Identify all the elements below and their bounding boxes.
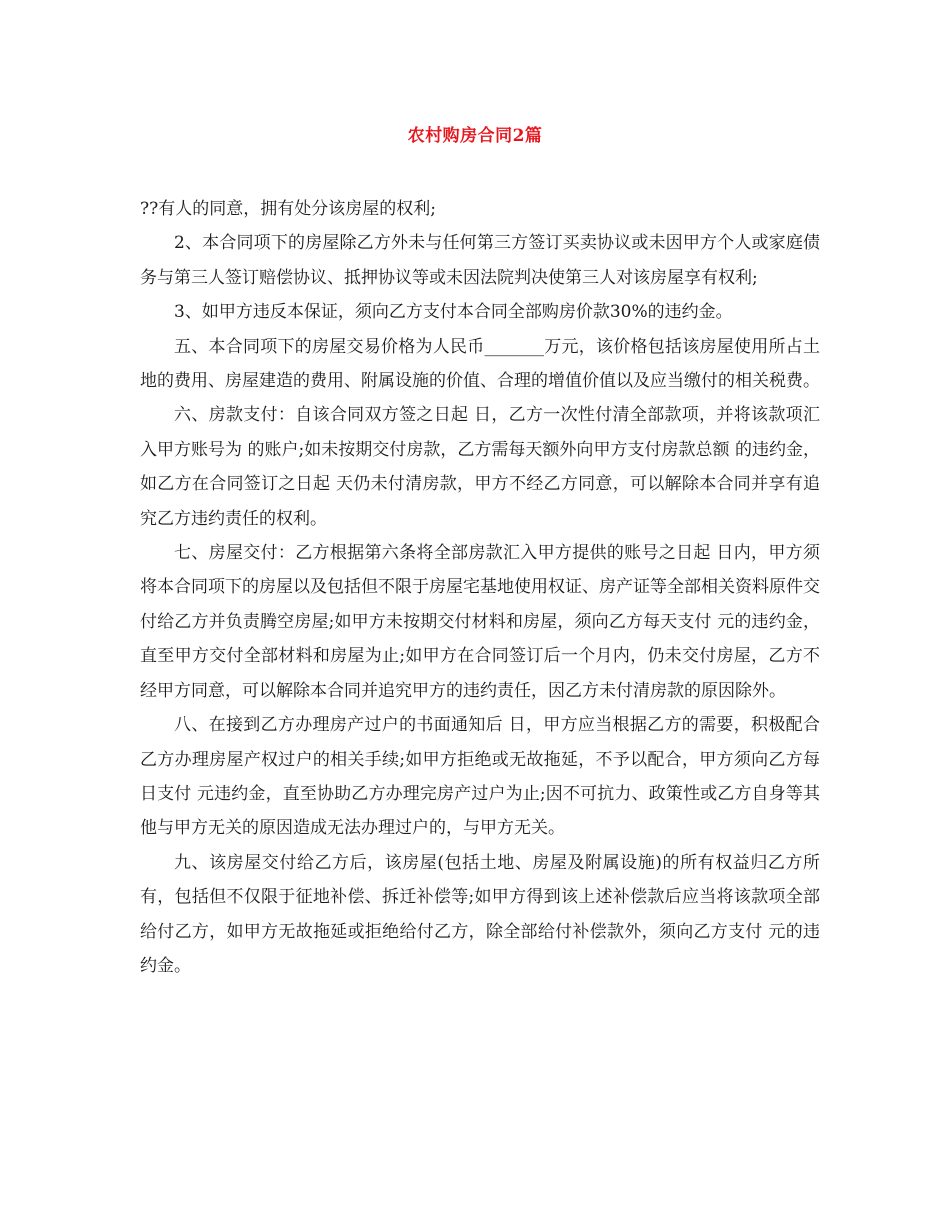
paragraph-article-7: 七、房屋交付：乙方根据第六条将全部房款汇入甲方提供的账号之日起 日内，甲方须将本合同项下的房屋以及包括但不限于房屋宅基地使用权证、房产证等全部相关资料原件交付给乙方并负责腾空房屋;如甲方未按期交付材料和房屋，须向乙方每天支付 元的违约金，直至甲方交付全部材料和房屋为止;如甲方在合同签订后一个月内，仍未交付房屋，乙方不经甲方同意，可以解除本合同并追究甲方的违约责任，因乙方未付清房款的原因除外。 xyxy=(140,543,820,701)
paragraph-clause-2: 2、本合同项下的房屋除乙方外未与任何第三方签订买卖协议或未因甲方个人或家庭债务与第三人签订赔偿协议、抵押协议等或未因法院判决使第三人对该房屋享有权利; xyxy=(140,233,820,288)
paragraph-article-9: 九、该房屋交付给乙方后，该房屋(包括土地、房屋及附属设施)的所有权益归乙方所有，包括但不仅限于征地补偿、拆迁补偿等;如甲方得到该上述补偿款后应当将该款项全部给付乙方，如甲方无故拖延或拒绝给付乙方，除全部给付补偿款外，须向乙方支付 元的违约金。 xyxy=(140,852,820,976)
document-body xyxy=(140,192,820,983)
paragraph-article-6: 六、房款支付：自该合同双方签之日起 日，乙方一次性付清全部款项，并将该款项汇入甲方账号为 的账户;如未按期交付房款，乙方需每天额外向甲方支付房款总额 的违约金，如乙方在合同签订之日起 天仍未付清房款，甲方不经乙方同意，可以解除本合同并享有追究乙方违约责任的权利。 xyxy=(140,405,820,529)
document-title: 农村购房合同2篇 xyxy=(407,126,543,146)
paragraph-clause-3: 3、如甲方违反本保证，须向乙方支付本合同全部购房价款30%的违约金。 xyxy=(174,302,733,323)
paragraph-article-5: 五、本合同项下的房屋交易价格为人民币_______万元，该价格包括该房屋使用所占土地的费用、房屋建造的费用、附属设施的价值、合理的增值价值以及应当缴付的相关税费。 xyxy=(140,336,820,392)
paragraph-article-8: 八、在接到乙方办理房产过户的书面通知后 日，甲方应当根据乙方的需要，积极配合乙方办理房屋产权过户的相关手续;如甲方拒绝或无故拖延，不予以配合，甲方须向乙方每日支付 元违约金，直至协助乙方办理完房产过户为止;因不可抗力、政策性或乙方自身等其他与甲方无关的原因造成无法办理过户的，与甲方无关。 xyxy=(140,715,820,839)
paragraph-continuation: ??有人的同意，拥有处分该房屋的权利; xyxy=(140,199,436,219)
